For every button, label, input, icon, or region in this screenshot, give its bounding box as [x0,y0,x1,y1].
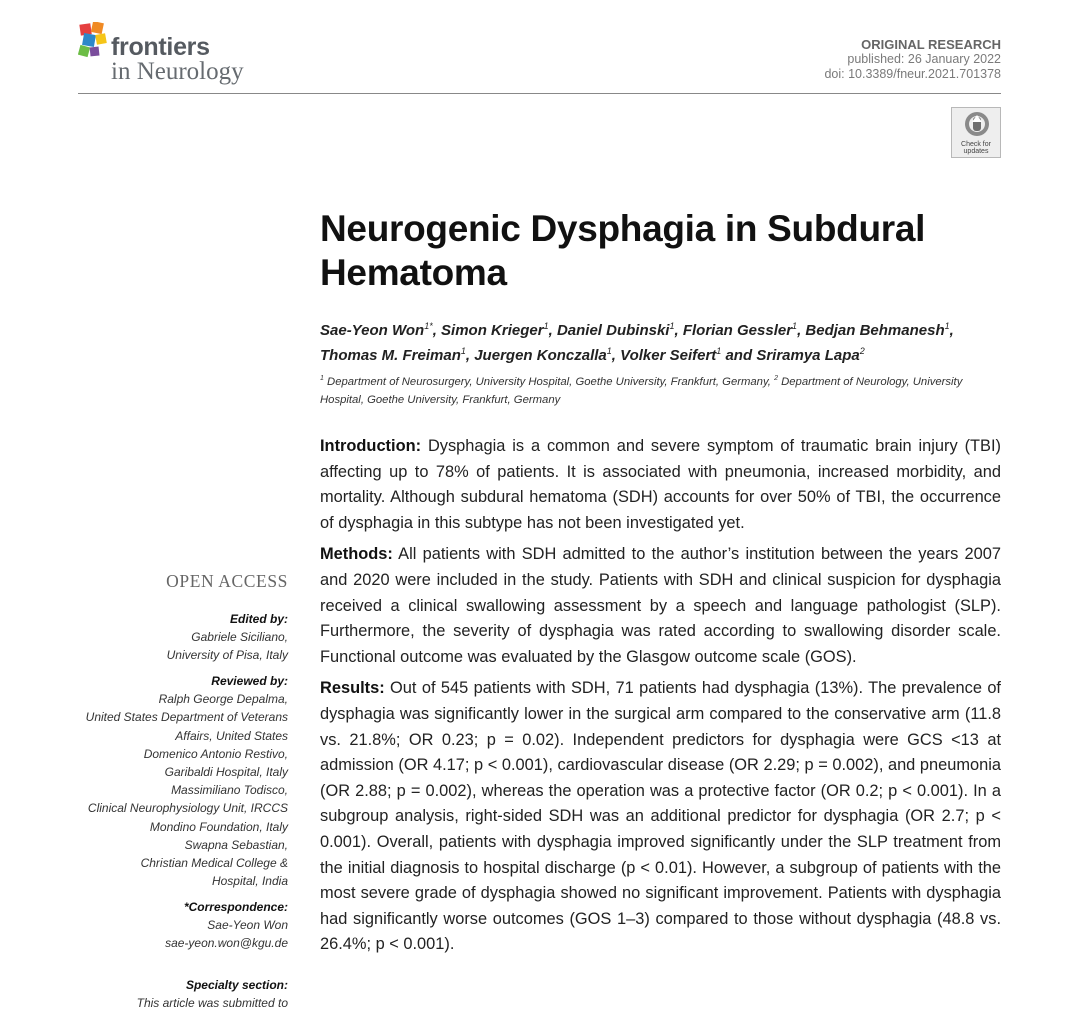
author-affiliation-marker: 1 [944,321,950,331]
check-for-updates-button[interactable] [951,107,1001,158]
header-divider [78,93,1001,94]
article-title: Neurogenic Dysphagia in Subdural Hematoma [320,208,926,293]
author-affiliation-marker: 1 [543,321,549,331]
author-name[interactable]: Florian Gessler [682,322,793,339]
author-separator: , [548,322,557,339]
sidebar-editor: Edited by: Gabriele Siciliano, University of Pisa, Italy [60,610,288,665]
edited-by-label: Edited by: [229,612,288,626]
author-separator: , [797,322,806,339]
author-name[interactable]: Sriramya Lapa [756,347,860,364]
frontiers-logo-icon [78,22,110,62]
author-separator: , [611,347,621,364]
author-list [320,316,1020,366]
author-name[interactable]: Sae-Yeon Won [320,322,425,339]
author-name[interactable]: Juergen Konczalla [474,347,607,364]
affiliations: $^1$ Department of Neurosurgery, University Hospital, Goethe University, Frankfurt, Germany, $^2$ Department of Neurology, University Hospital, Goethe University, Frankfurt, Germany [320,375,963,406]
author-name[interactable]: Bedjan Behmanesh [805,322,945,339]
check-updates-icon [963,111,991,141]
abstract [320,434,1001,964]
article-meta [824,37,1001,82]
check-updates-text: Check for updates [961,141,991,155]
reviewed-by-label: Reviewed by: [211,674,288,688]
journal-logo[interactable] [78,22,278,84]
open-access-label: OPEN ACCESS [166,571,288,591]
author-affiliation-marker: 1 [792,321,798,331]
sidebar-specialty: Specialty section: This article was submitted to [60,976,288,1012]
author-separator: , [949,322,954,339]
author-affiliation-marker: 1 [606,346,612,356]
author-separator: , [465,347,475,364]
author-separator: , [674,322,683,339]
author-separator: , [432,322,442,339]
author-separator: and [721,347,757,364]
correspondence-email-link[interactable]: sae-yeon.won@kgu.de [165,936,288,951]
sidebar-reviewers: Reviewed by: Ralph George Depalma, United States Department of Veterans Affairs, United States Domenico Antonio Restivo, Garibaldi Hospital, Italy Massimiliano Todisco, Clinical Neurophysiology Unit, IRCCS Mondino Foundation, Italy Swapna Sebastian, Christian Medical College & Hospital, India [60,672,288,890]
journal-name-line1: frontiers [111,33,210,61]
author-name[interactable]: Thomas M. Freiman [320,347,461,364]
article-type: ORIGINAL RESEARCH [861,37,1001,52]
journal-name-line2: in Neurology [111,58,244,85]
author-affiliation-marker: 1* [424,321,433,331]
author-name[interactable]: Daniel Dubinski [556,322,670,339]
author-affiliation-marker: 1 [716,346,722,356]
author-affiliation-marker: 2 [859,346,865,356]
correspondence-label: *Correspondence: [183,900,288,914]
published-date: published: 26 January 2022 [847,52,1001,66]
author-name[interactable]: Simon Krieger [441,322,544,339]
doi-link[interactable]: doi: 10.3389/fneur.2021.701378 [824,67,1001,81]
author-name[interactable]: Volker Seifert [620,347,717,364]
sidebar-correspondence: *Correspondence: Sae-Yeon Won sae-yeon.won@kgu.de [60,898,288,953]
author-affiliation-marker: 1 [669,321,675,331]
abstract-results: Results: Out of 545 patients with SDH, 71 patients had dysphagia (13%). The prevalence of dysphagia was significantly lower in the surgical arm compared to the conservative arm (11.8 vs. 21.8%; OR 0.23; p = 0.02). Independent predictors for dysphagia were GCS <13 at admission (OR 4.17; p < 0.001), cardiovascular disease (OR 2.29; p = 0.002), and pneumonia (OR 2.88; p = 0.002), whereas the operation was a protective factor (OR 0.2; p < 0.001). In a subgroup analysis, right-sided SDH was an additional predictor for dysphagia (OR 2.7; p < 0.001). Overall, patients with dysphagia improved significantly under the SLP treatment from the initial diagnosis to hospital discharge (p < 0.01). However, a subgroup of patients with the most severe grade of dysphagia showed no significant improvement. Patients with dysphagia had significantly worse outcomes (GOS 1–3) compared to those without dysphagia (48.8 vs. 26.4%; p < 0.001). [320,679,1001,954]
abstract-methods: Methods: All patients with SDH admitted to the author’s institution between the years 2007 and 2020 were included in the study. Patients with SDH and clinical suspicion for dysphagia received a clinical swallowing assessment by a speech and language pathologist (SLP). Furthermore, the severity of dysphagia was rated according to swallowing disorder scale. Functional outcome was evaluated by the Glasgow outcome scale (GOS). [320,545,1001,666]
author-affiliation-marker: 1 [460,346,466,356]
specialty-label: Specialty section: [185,978,288,992]
abstract-introduction: Introduction: Dysphagia is a common and severe symptom of traumatic brain injury (TBI) affecting up to 78% of patients. It is associated with pneumonia, increased morbidity, and mortality. Although subdural hematoma (SDH) accounts for over 50% of TBI, the occurrence of dysphagia in this subtype has not been investigated yet. [320,437,1001,532]
